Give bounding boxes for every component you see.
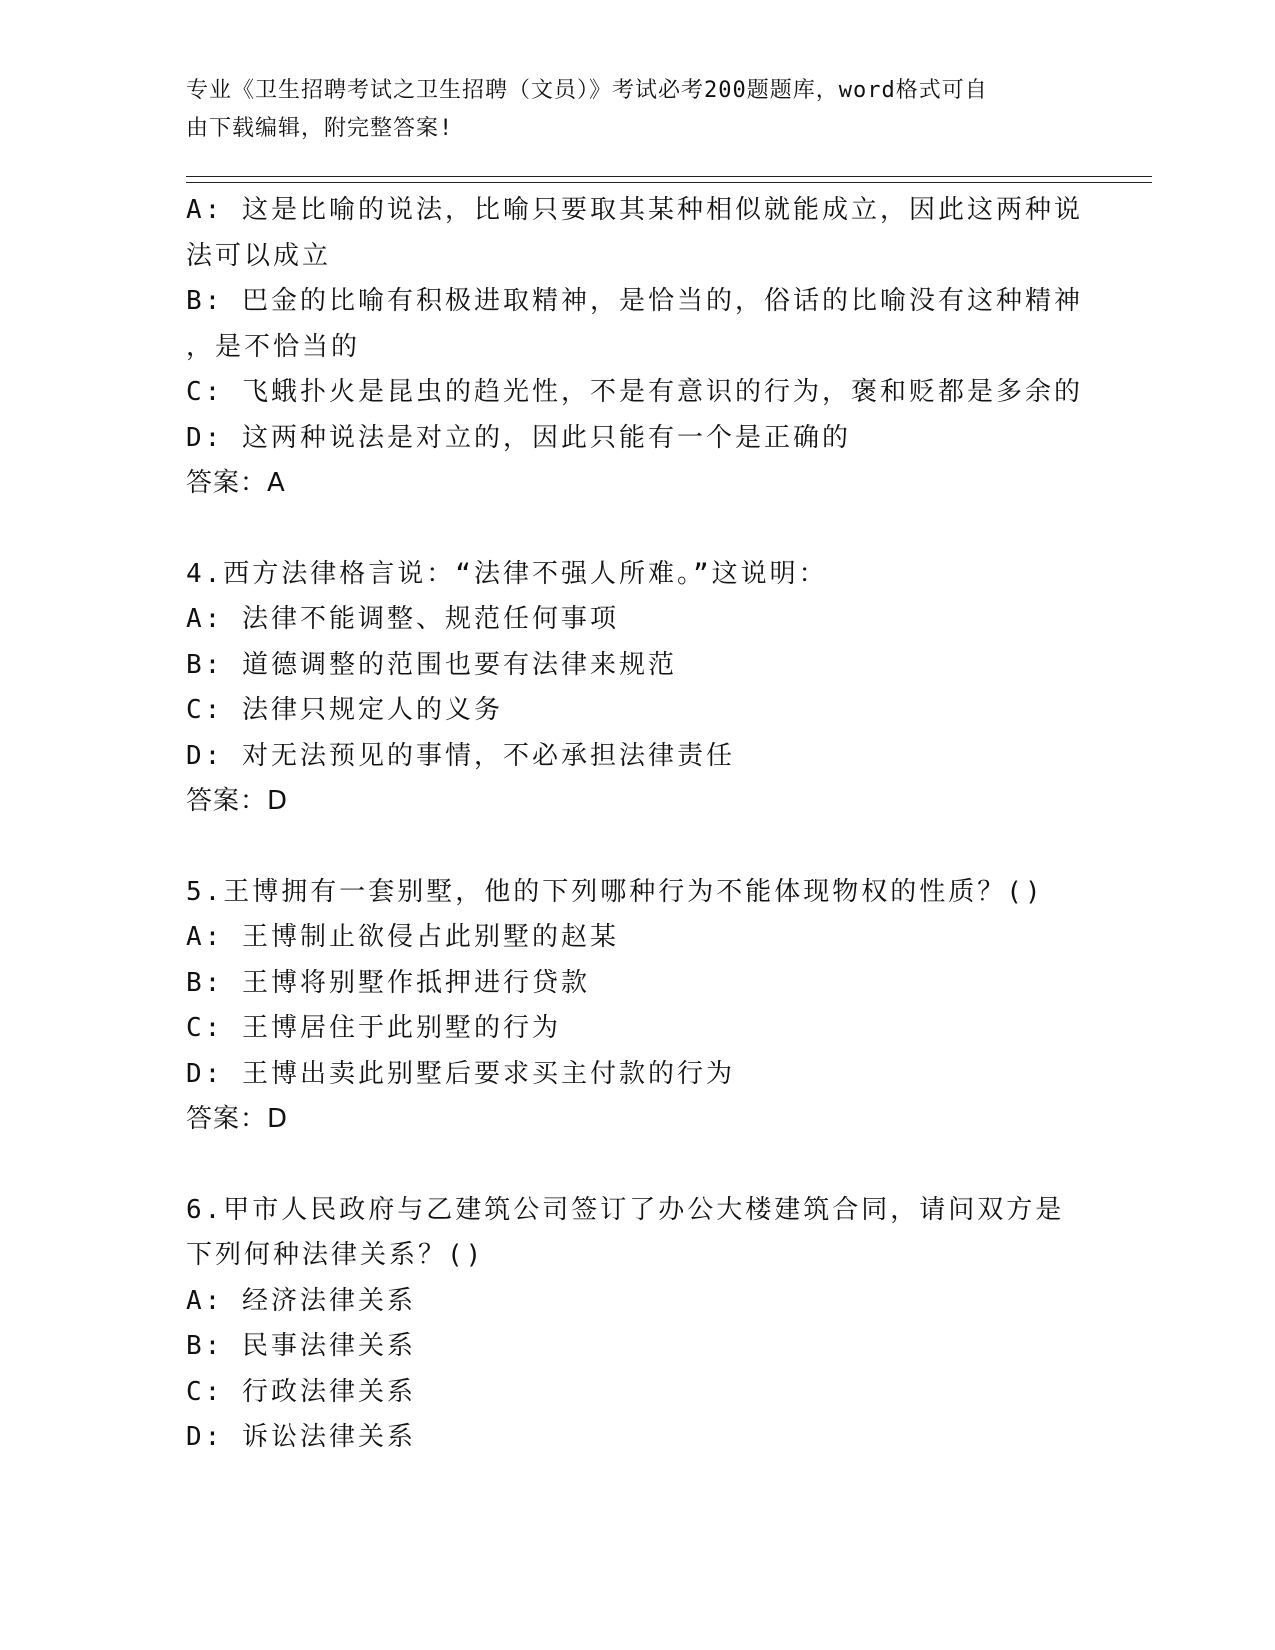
header-line-1: 专业《卫生招聘考试之卫生招聘（文员）》考试必考200题题库，word格式可自 bbox=[186, 78, 988, 103]
option-c: C: 行政法律关系 bbox=[186, 1376, 416, 1407]
answer-label: 答案：D bbox=[186, 1104, 289, 1134]
option-d: D: 王博出卖此别墅后要求买主付款的行为 bbox=[186, 1058, 735, 1089]
question-3-options bbox=[186, 188, 1086, 507]
question-4 bbox=[186, 552, 1086, 825]
option-b: B: 王博将别墅作抵押进行贷款 bbox=[186, 967, 590, 998]
question-stem-line-2: 下列何种法律关系？() bbox=[186, 1240, 485, 1270]
question-5 bbox=[186, 870, 1086, 1143]
option-c: C: 王博居住于此别墅的行为 bbox=[186, 1013, 561, 1043]
header-divider-top bbox=[186, 176, 1152, 177]
header-divider-bottom bbox=[186, 182, 1152, 183]
option-d: D: 对无法预见的事情，不必承担法律责任 bbox=[186, 740, 735, 771]
spacer bbox=[186, 507, 1086, 552]
document-header bbox=[186, 72, 1066, 148]
spacer bbox=[186, 825, 1086, 870]
question-6 bbox=[186, 1188, 1086, 1461]
option-b: B: 道德调整的范围也要有法律来规范 bbox=[186, 649, 677, 680]
question-stem: 5.王博拥有一套别墅，他的下列哪种行为不能体现物权的性质？() bbox=[186, 876, 1044, 907]
option-c: C: 法律只规定人的义务 bbox=[186, 695, 503, 725]
option-d: D: 诉讼法律关系 bbox=[186, 1422, 416, 1452]
question-stem: 4.西方法律格言说：“法律不强人所难。”这说明： bbox=[186, 558, 828, 589]
spacer bbox=[186, 1143, 1086, 1188]
option-a-line-1: A: 这是比喻的说法，比喻只要取其某种相似就能成立，因此这两种说 bbox=[186, 195, 1083, 225]
option-c: C: 飞蛾扑火是昆虫的趋光性，不是有意识的行为，褒和贬都是多余的 bbox=[186, 377, 1083, 407]
option-a: A: 法律不能调整、规范任何事项 bbox=[186, 604, 619, 634]
header-line-2: 由下载编辑，附完整答案! bbox=[186, 116, 454, 141]
option-b-line-2: ，是不恰当的 bbox=[186, 331, 361, 362]
option-b: B: 民事法律关系 bbox=[186, 1331, 416, 1361]
answer-label: 答案：D bbox=[186, 786, 289, 816]
option-b-line-1: B: 巴金的比喻有积极进取精神，是恰当的，俗话的比喻没有这种精神 bbox=[186, 286, 1083, 316]
option-a: A: 经济法律关系 bbox=[186, 1285, 416, 1316]
option-a-line-2: 法可以成立 bbox=[186, 240, 332, 271]
option-d: D: 这两种说法是对立的，因此只能有一个是正确的 bbox=[186, 422, 851, 453]
question-stem-line-1: 6.甲市人民政府与乙建筑公司签订了办公大楼建筑合同，请问双方是 bbox=[186, 1194, 1065, 1225]
option-a: A: 王博制止欲侵占此别墅的赵某 bbox=[186, 922, 619, 952]
answer-label: 答案：A bbox=[186, 468, 286, 498]
question-list bbox=[186, 188, 1086, 1461]
